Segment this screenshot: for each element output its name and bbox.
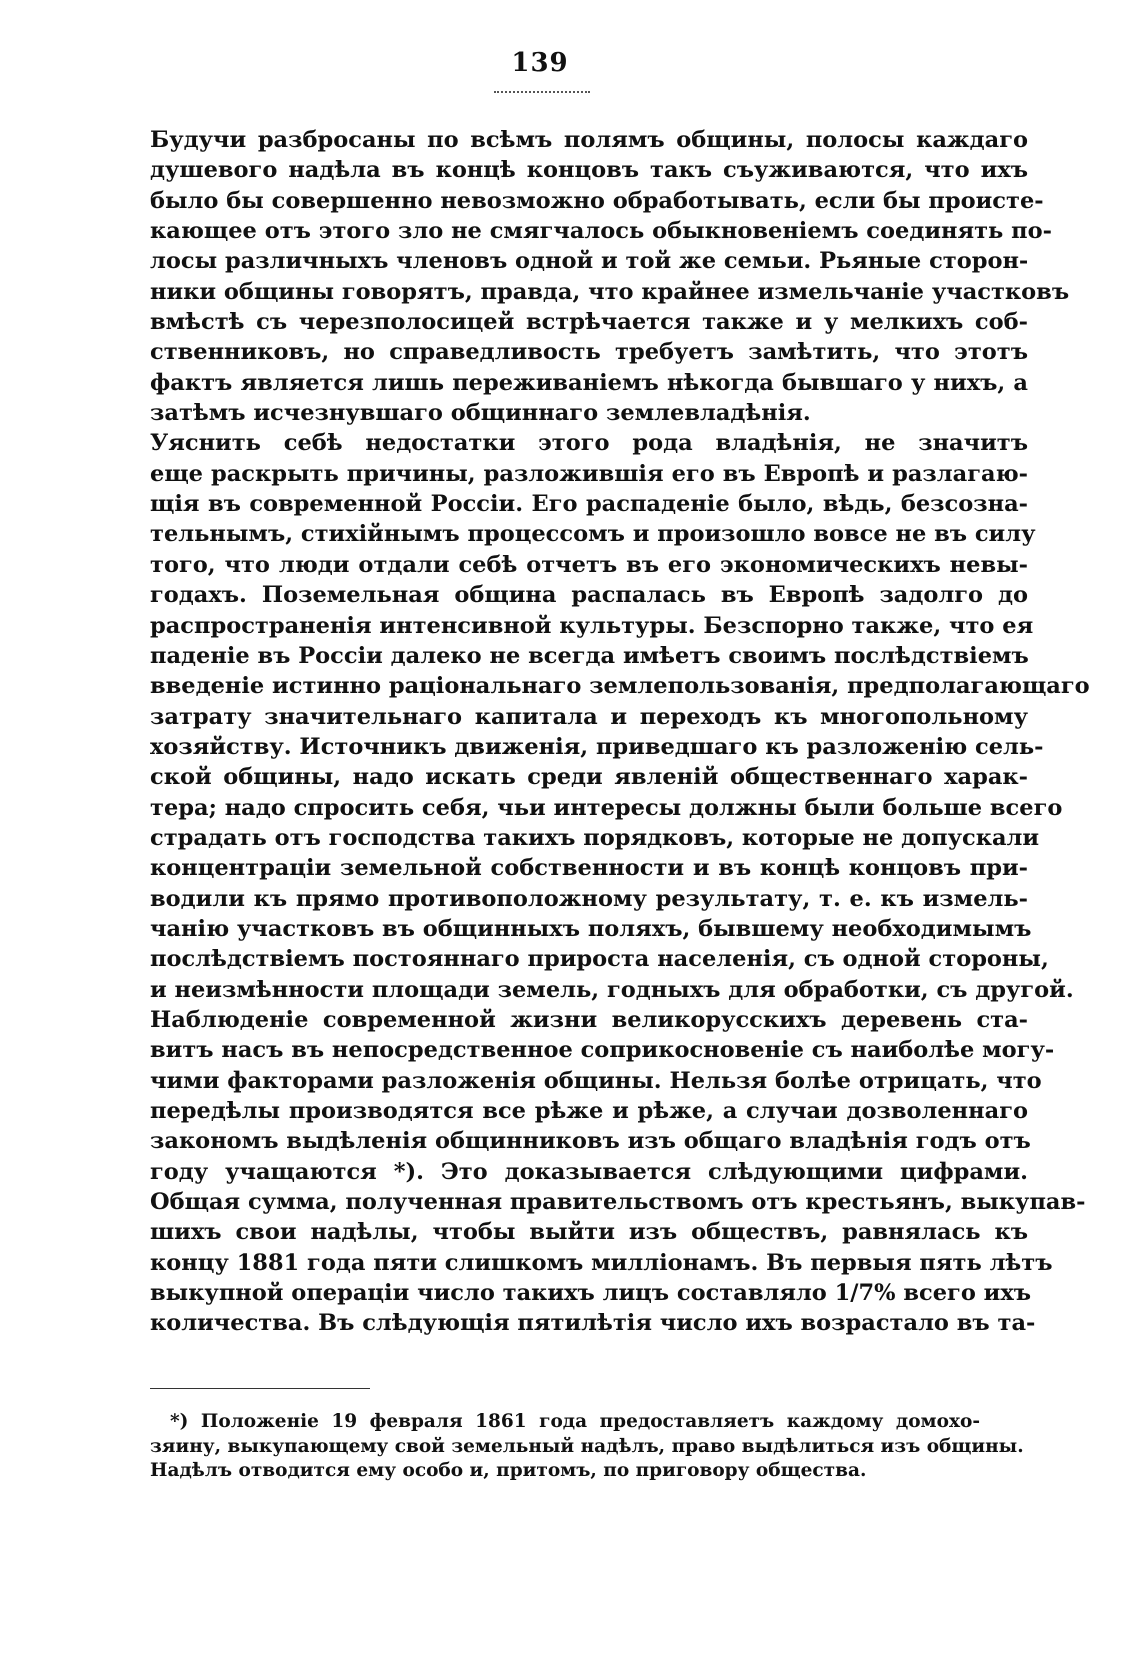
body-line: страдать отъ господства такихъ порядковъ, которые не допускали — [150, 824, 1040, 851]
body-line: концу 1881 года пяти слишкомъ милліонамъ. Въ первыя пять лѣтъ — [150, 1249, 1053, 1276]
body-line: душевого надѣла въ концѣ концовъ такъ съуживаются, что ихъ — [150, 157, 1028, 184]
body-line: хозяйству. Источникъ движенія, приведшаго къ разложенію сель- — [150, 733, 1044, 760]
body-line: введеніе истинно раціональнаго землепользованія, предполагающаго — [150, 673, 1090, 700]
body-line: щія въ современной Россіи. Его распаденіе было, вѣдь, безсозна- — [150, 491, 1028, 518]
body-line: передѣлы производятся все рѣже и рѣже, а случаи дозволеннаго — [150, 1098, 1028, 1124]
body-line: лосы различныхъ членовъ одной и той же семьи. Рьяные сторон- — [150, 248, 1029, 275]
body-line: концентраціи земельной собственности и въ концѣ концовъ при- — [150, 855, 1028, 882]
body-line: фактъ является лишь переживаніемъ нѣкогда бывшаго у нихъ, а — [150, 369, 1028, 396]
footnote-line: зяину, выкупающему свой земельный надѣлъ, право выдѣлиться изъ общины. — [150, 1435, 1024, 1457]
body-line: количества. Въ слѣдующія пятилѣтія число ихъ возрастало въ та- — [150, 1310, 1036, 1337]
body-line: ской общины, надо искать среди явленій общественнаго харак- — [150, 764, 1028, 791]
body-line: шихъ свои надѣлы, чтобы выйти изъ обществъ, равнялась къ — [150, 1219, 1028, 1246]
body-line: вмѣстѣ съ черезполосицей встрѣчается также и у мелкихъ соб- — [150, 309, 1028, 336]
body-line: чанію участковъ въ общинныхъ поляхъ, бывшему необходимымъ — [150, 915, 1032, 942]
body-line: затрату значительнаго капитала и переходъ къ многопольному — [150, 703, 1028, 730]
body-line: паденіе въ Россіи далеко не всегда имѣетъ своимъ послѣдствіемъ — [150, 642, 1029, 669]
body-line: году учащаются *). Это доказывается слѣдующими цифрами. — [150, 1158, 1028, 1185]
body-line: закономъ выдѣленія общинниковъ изъ общаго владѣнія годъ отъ — [150, 1128, 1031, 1155]
body-line: Уяснить себѣ недостатки этого рода владѣнія, не значитъ — [150, 430, 1028, 457]
body-line: ники общины говорятъ, правда, что крайнее измельчаніе участковъ — [150, 278, 1070, 305]
body-line: ственниковъ, но справедливость требуетъ замѣтить, что этотъ — [150, 339, 1028, 366]
body-line: затѣмъ исчезнувшаго общиннаго землевладѣнія. — [150, 400, 811, 427]
body-line: было бы совершенно невозможно обработывать, если бы проистe- — [150, 187, 1044, 214]
body-line: кающее отъ этого зло не смягчалось обыкновеніемъ соединять по- — [150, 218, 1052, 245]
body-line: и неизмѣнности площади земель, годныхъ для обработки, съ другой. — [150, 976, 1074, 1003]
footnote-line: Надѣлъ отводится ему особо и, притомъ, по приговору общества. — [150, 1460, 867, 1481]
body-line: тера; надо спросить себя, чьи интересы должны были больше всего — [150, 794, 1063, 821]
body-line: Наблюденіе современной жизни великорусскихъ деревень ста- — [150, 1006, 1028, 1033]
body-line: тельнымъ, стихійнымъ процессомъ и произошло вовсе не въ силу — [150, 521, 1036, 548]
body-line: того, что люди отдали себѣ отчетъ въ его экономическихъ невы- — [150, 551, 1028, 578]
body-line: чими факторами разложенія общины. Нельзя болѣе отрицать, что — [150, 1067, 1042, 1094]
body-line: Будучи разбросаны по всѣмъ полямъ общины, полосы каждаго — [150, 127, 1028, 153]
body-line: годахъ. Поземельная община распалась въ Европѣ задолго до — [150, 582, 1028, 609]
body-line: послѣдствіемъ постояннаго прироста населенія, съ одной стороны, — [150, 946, 1049, 973]
footnote-separator — [150, 1388, 370, 1389]
page-number: 139 — [511, 48, 569, 78]
body-line: Общая сумма, полученная правительствомъ отъ крестьянъ, выкупав- — [150, 1189, 1086, 1216]
body-line: водили къ прямо противоположному результату, т. е. къ измель- — [150, 885, 1028, 912]
footnote-line: *) Положеніе 19 февраля 1861 года предоставляетъ каждому домохо- — [170, 1411, 980, 1432]
footnote — [150, 1410, 1024, 1484]
body-line: выкупной операціи число такихъ лицъ составляло 1/7% всего ихъ — [150, 1280, 1032, 1307]
body-line: распространенія интенсивной культуры. Безспорно также, что ея — [150, 612, 1034, 639]
body-line: витъ насъ въ непосредственное соприкосновеніе съ наиболѣе могу- — [150, 1037, 1055, 1064]
body-text — [150, 125, 1090, 1339]
body-line: еще раскрыть причины, разложившія его въ Европѣ и разлагаю- — [150, 460, 1028, 487]
page-number-rule — [494, 91, 590, 93]
